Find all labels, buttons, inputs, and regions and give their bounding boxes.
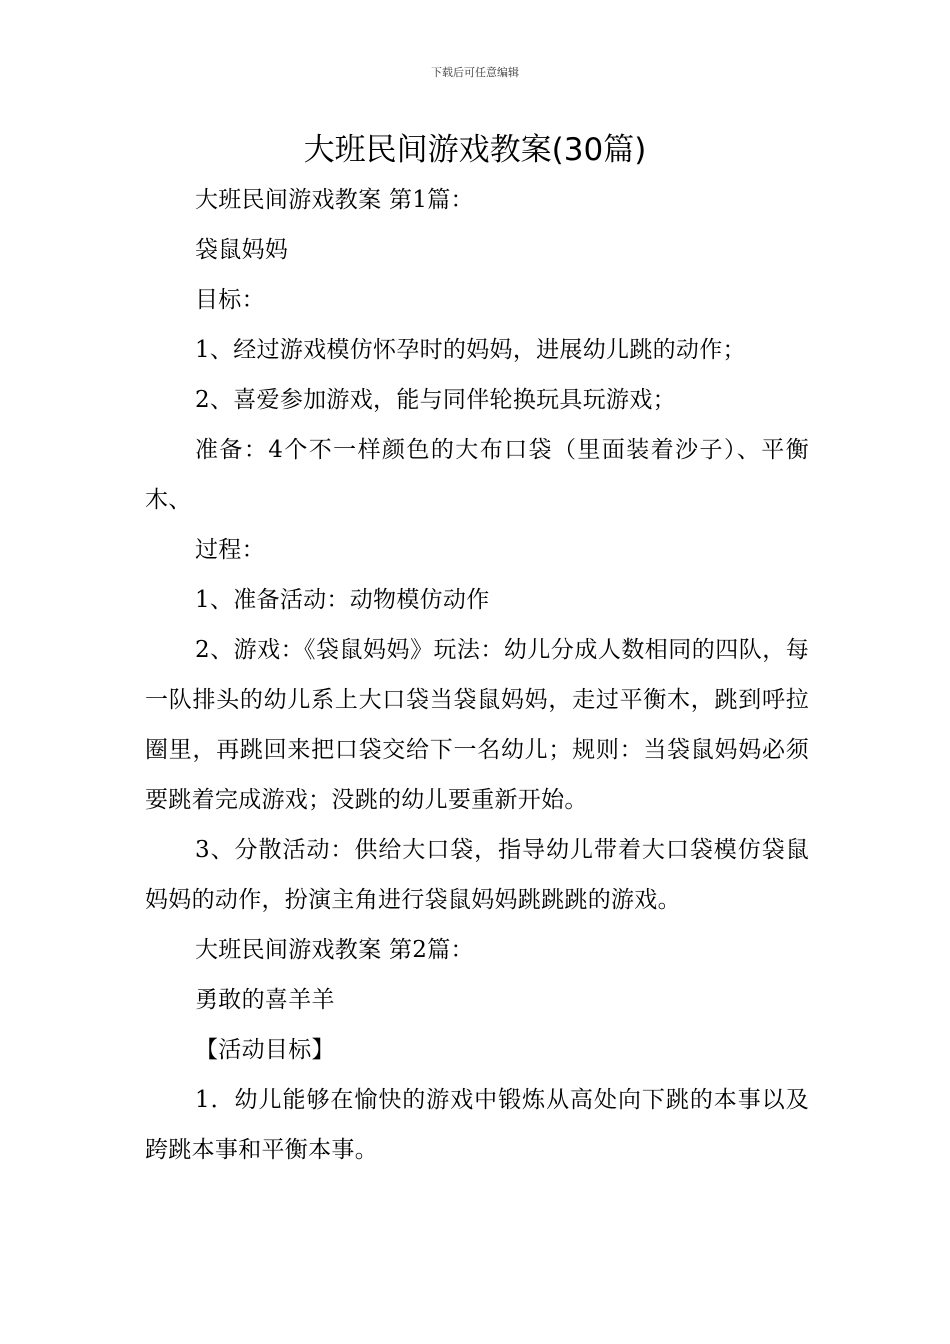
document-body xyxy=(145,175,809,1175)
paragraph: 2、喜爱参加游戏，能与同伴轮换玩具玩游戏； xyxy=(195,387,676,413)
paragraph: 过程： xyxy=(195,537,265,563)
document-title: 大班民间游戏教案(30篇) xyxy=(303,132,647,168)
paragraph: 大班民间游戏教案 第1篇： xyxy=(195,187,474,213)
paragraph: 目标： xyxy=(195,287,265,313)
paragraph: 袋鼠妈妈 xyxy=(195,237,289,263)
paragraph: 1．幼儿能够在愉快的游戏中锻炼从高处向下跳的本事以及跨跳本事和平衡本事。 xyxy=(145,1087,809,1163)
paragraph: 3、分散活动：供给大口袋，指导幼儿带着大口袋模仿袋鼠妈妈的动作，扮演主角进行袋鼠妈妈跳跳跳的游戏。 xyxy=(145,837,809,913)
paragraph: 大班民间游戏教案 第2篇： xyxy=(195,937,474,963)
paragraph: 2、游戏：《袋鼠妈妈》玩法：幼儿分成人数相同的四队，每一队排头的幼儿系上大口袋当袋鼠妈妈，走过平衡木，跳到呼拉圈里，再跳回来把口袋交给下一名幼儿；规则：当袋鼠妈妈必须要跳着完成游戏；没跳的幼儿要重新开始。 xyxy=(145,637,809,813)
page-header-note: 下载后可任意编辑 xyxy=(431,66,519,79)
paragraph: 准备：4个不一样颜色的大布口袋（里面装着沙子）、平衡木、 xyxy=(145,437,809,513)
paragraph: 1、经过游戏模仿怀孕时的妈妈，进展幼儿跳的动作； xyxy=(195,337,746,363)
paragraph: 【活动目标】 xyxy=(195,1037,335,1063)
paragraph: 1、准备活动：动物模仿动作 xyxy=(195,587,490,613)
paragraph: 勇敢的喜羊羊 xyxy=(195,987,335,1013)
